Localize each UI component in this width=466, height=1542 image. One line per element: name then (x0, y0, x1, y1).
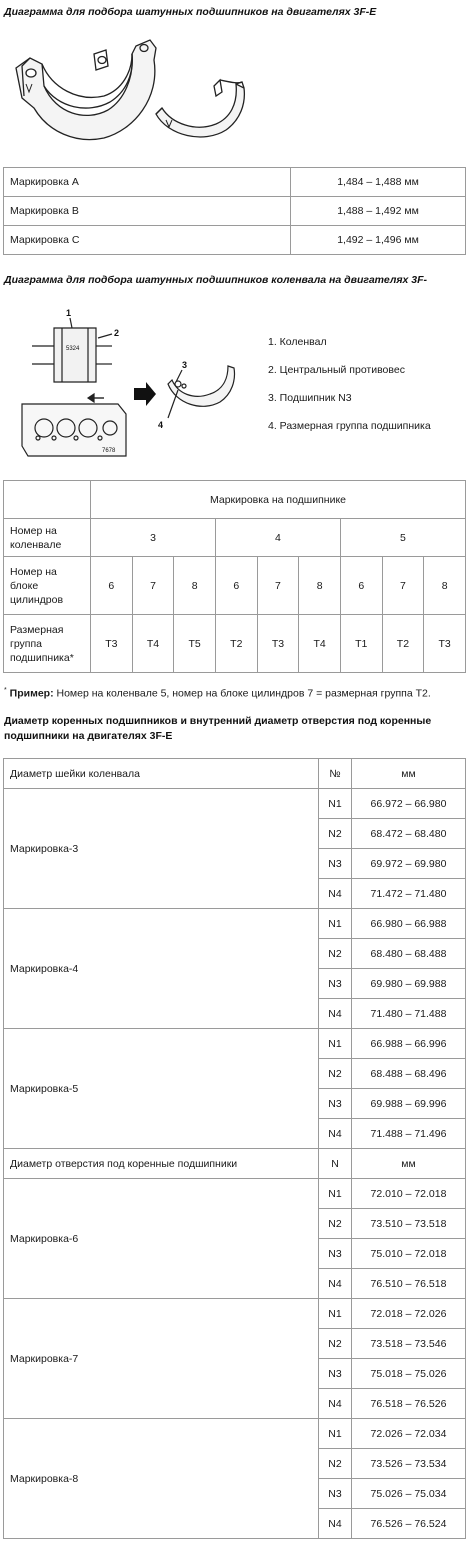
table-cell: 73.518 – 73.546 (352, 1329, 466, 1359)
table-cell: 1,492 – 1,496 мм (291, 226, 466, 255)
table-cell: N2 (319, 819, 352, 849)
table-cell: Маркировка-5 (4, 1029, 319, 1149)
table-cell: 76.526 – 76.524 (352, 1509, 466, 1539)
table-cell: N1 (319, 1299, 352, 1329)
table-cell: Маркировка-4 (4, 909, 319, 1029)
table-cell: T1 (340, 615, 382, 673)
crankshaft-bearing-illustration (14, 306, 254, 466)
table-cell (4, 481, 91, 519)
table-cell: 69.988 – 69.996 (352, 1089, 466, 1119)
table-cell: 75.026 – 75.034 (352, 1479, 466, 1509)
note-text: Номер на коленвале 5, номер на блоке цилиндров 7 = размерная группа T2. (53, 687, 431, 700)
table-cell: N2 (319, 1059, 352, 1089)
section3-title: Диаметр коренных подшипников и внутренний диаметр отверстия под коренные подшипники на двигателях 3F-E (4, 715, 432, 742)
table-cell: 1,484 – 1,488 мм (291, 168, 466, 197)
table-cell: 76.518 – 76.526 (352, 1389, 466, 1419)
table-cell: 6 (215, 557, 257, 615)
table-cell: N3 (319, 969, 352, 999)
table-cell: N4 (319, 1269, 352, 1299)
table-cell: T3 (424, 615, 466, 673)
table-cell: N3 (319, 1239, 352, 1269)
table-cell: 6 (340, 557, 382, 615)
table-cell: 69.972 – 69.980 (352, 849, 466, 879)
table-cell: 8 (424, 557, 466, 615)
table-cell: 71.488 – 71.496 (352, 1119, 466, 1149)
table-cell: N4 (319, 879, 352, 909)
table-cell: 75.010 – 72.018 (352, 1239, 466, 1269)
table-cell: T3 (257, 615, 299, 673)
table-cell: 75.018 – 75.026 (352, 1359, 466, 1389)
table-cell: мм (352, 1149, 466, 1179)
table-cell: Маркировка-8 (4, 1419, 319, 1539)
figure-stamp: 7678 (102, 448, 116, 454)
table-cell: N4 (319, 999, 352, 1029)
table-cell: Маркировка-3 (4, 789, 319, 909)
table-cell: 72.026 – 72.034 (352, 1419, 466, 1449)
table-cell: 7 (132, 557, 174, 615)
table-cell: N1 (319, 1029, 352, 1059)
table-cell: Маркировка-7 (4, 1299, 319, 1419)
table-cell: 1,488 – 1,492 мм (291, 197, 466, 226)
table-cell: 66.988 – 66.996 (352, 1029, 466, 1059)
table-cell: 71.480 – 71.488 (352, 999, 466, 1029)
table-cell: N3 (319, 1479, 352, 1509)
table-cell: Маркировка А (4, 168, 291, 197)
table-cell: 66.972 – 66.980 (352, 789, 466, 819)
table-cell: N4 (319, 1389, 352, 1419)
table-cell: мм (352, 759, 466, 789)
table-cell: N3 (319, 1359, 352, 1389)
table-cell: Маркировка С (4, 226, 291, 255)
table-cell: 73.510 – 73.518 (352, 1209, 466, 1239)
main-bearing-table (3, 758, 466, 1539)
table-cell: 66.980 – 66.988 (352, 909, 466, 939)
table-cell: Номер на блоке цилиндров (4, 557, 91, 615)
table-cell: 8 (174, 557, 216, 615)
table-cell: 68.472 – 68.480 (352, 819, 466, 849)
table-cell: 68.488 – 68.496 (352, 1059, 466, 1089)
table-cell: Размерная группа подшипника* (4, 615, 91, 673)
table-cell: N1 (319, 1179, 352, 1209)
table-cell: № (319, 759, 352, 789)
legend-item: 1. Коленвал (268, 336, 327, 348)
table-cell: T3 (91, 615, 133, 673)
table-cell: 73.526 – 73.534 (352, 1449, 466, 1479)
table-cell: T2 (382, 615, 424, 673)
table-cell: 71.472 – 71.480 (352, 879, 466, 909)
section1-title: Диаграмма для подбора шатунных подшипников на двигателях 3F-E (4, 6, 377, 18)
legend-item: 2. Центральный противовес (268, 364, 405, 376)
table-cell: N2 (319, 1209, 352, 1239)
table-cell: N3 (319, 1089, 352, 1119)
table-cell: Номер на коленвале (4, 519, 91, 557)
figure-label: 2 (114, 328, 120, 338)
table-cell: 3 (91, 519, 216, 557)
figure-label: 1 (66, 308, 72, 318)
table-cell: T4 (299, 615, 341, 673)
table-cell: 72.010 – 72.018 (352, 1179, 466, 1209)
table-cell: 72.018 – 72.026 (352, 1299, 466, 1329)
section2-title: Диаграмма для подбора шатунных подшипников коленвала на двигателях 3F- (4, 274, 428, 286)
table-cell: N2 (319, 1449, 352, 1479)
table-cell: 68.480 – 68.488 (352, 939, 466, 969)
table-cell: 8 (299, 557, 341, 615)
table-cell: 69.980 – 69.988 (352, 969, 466, 999)
table-cell: 76.510 – 76.518 (352, 1269, 466, 1299)
table-cell: Маркировка-6 (4, 1179, 319, 1299)
table-cell: N3 (319, 849, 352, 879)
connecting-rod-bearing-illustration (8, 26, 298, 151)
table-cell: N2 (319, 939, 352, 969)
table-cell: N4 (319, 1119, 352, 1149)
table-cell: N4 (319, 1509, 352, 1539)
note-bold: Пример: (9, 687, 54, 700)
table-cell: N1 (319, 1419, 352, 1449)
table-cell: N1 (319, 909, 352, 939)
figure-label: 4 (158, 420, 164, 430)
table-cell: Диаметр шейки коленвала (4, 759, 319, 789)
figure-label: 3 (182, 360, 188, 370)
note-mark: * (4, 687, 7, 694)
bearing-selection-table (3, 480, 466, 673)
table-cell: Диаметр отверстия под коренные подшипники (4, 1149, 319, 1179)
bearing-thickness-table (3, 167, 466, 255)
table-cell: 7 (257, 557, 299, 615)
table-cell: Маркировка В (4, 197, 291, 226)
table-cell: 4 (215, 519, 340, 557)
table-cell: T4 (132, 615, 174, 673)
table-cell: 7 (382, 557, 424, 615)
table-cell: 5 (340, 519, 465, 557)
legend-item: 3. Подшипник N3 (268, 392, 352, 404)
table-cell: T2 (215, 615, 257, 673)
figure-stamp: 5324 (66, 346, 80, 352)
table-cell: Маркировка на подшипнике (91, 481, 466, 519)
table-cell: N (319, 1149, 352, 1179)
table-cell: 6 (91, 557, 133, 615)
example-note (4, 687, 431, 700)
legend-item: 4. Размерная группа подшипника (268, 420, 431, 432)
table-cell: T5 (174, 615, 216, 673)
table-cell: N2 (319, 1329, 352, 1359)
table-cell: N1 (319, 789, 352, 819)
